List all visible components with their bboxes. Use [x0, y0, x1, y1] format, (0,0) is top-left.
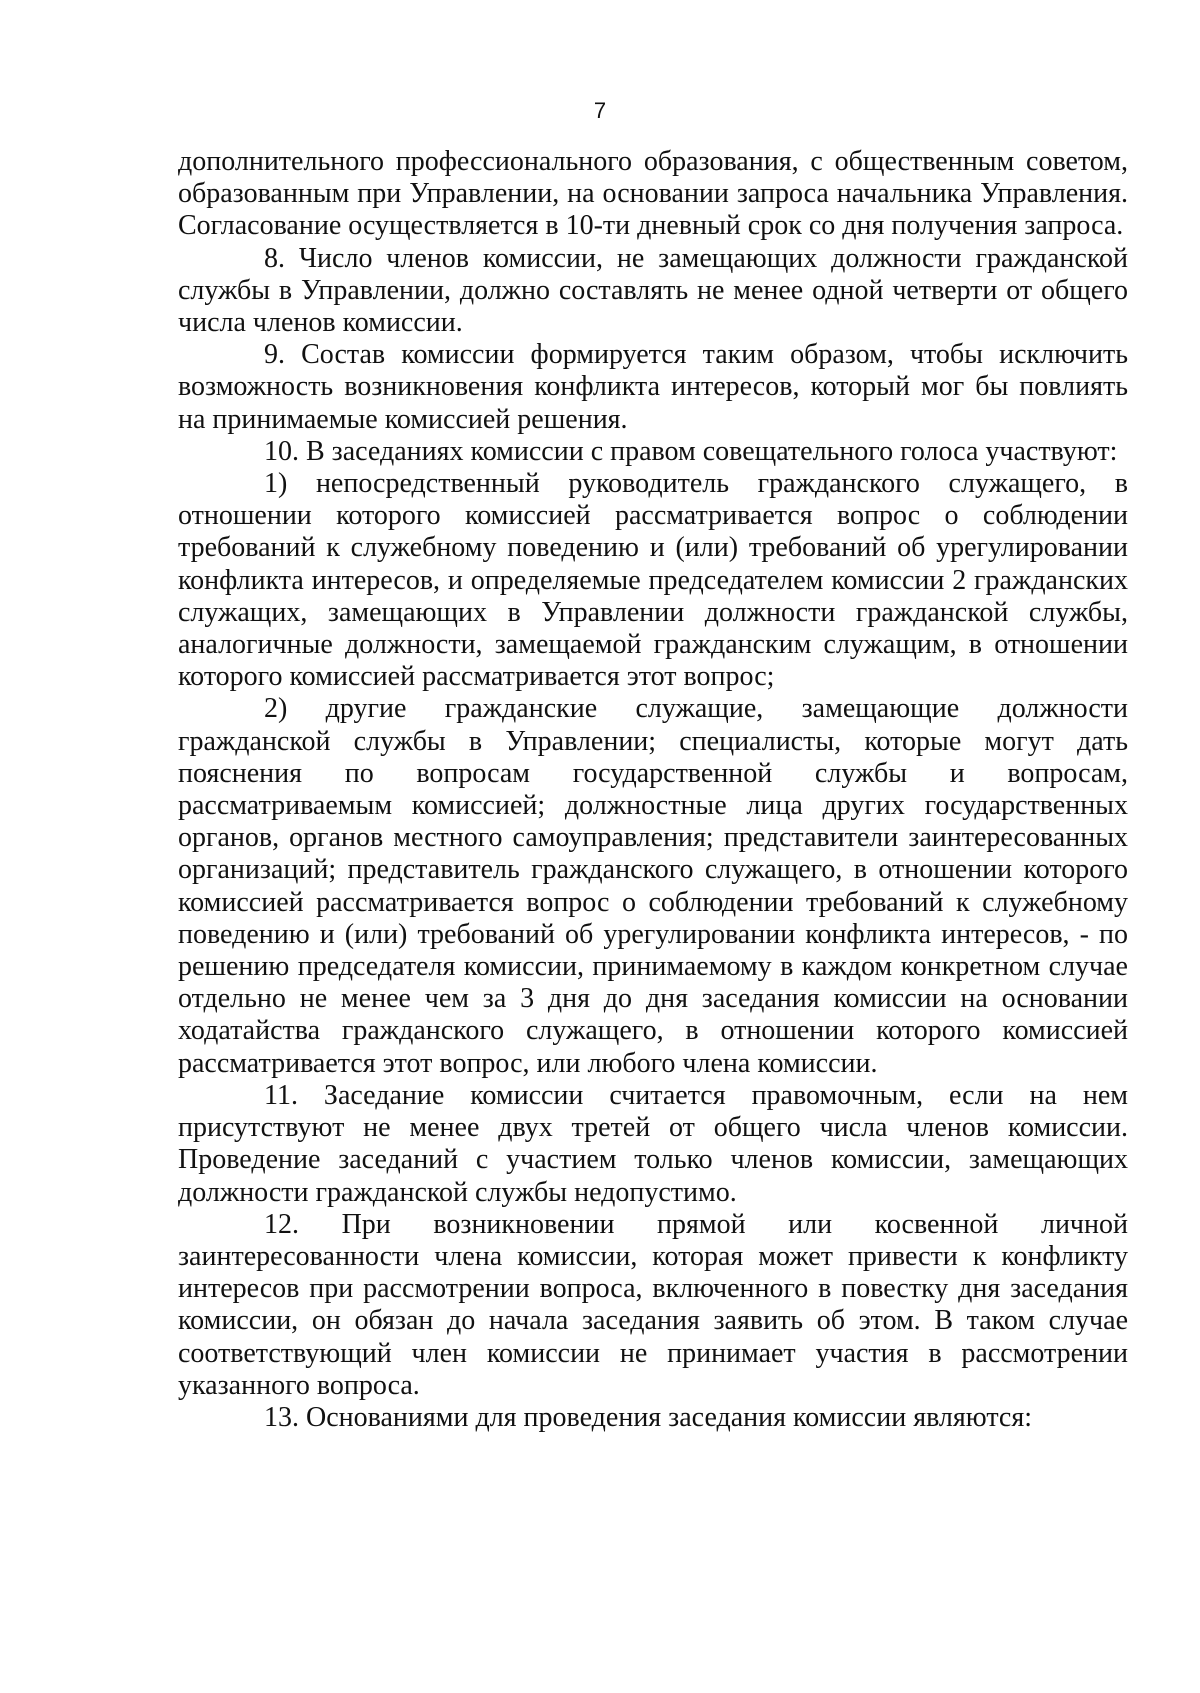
- page-number: 7: [593, 98, 607, 123]
- document-body: [178, 146, 1128, 1434]
- paragraph-item-9: 9. Состав комиссии формируется таким образом, чтобы исключить возможность возникновения конфликта интересов, который мог бы повлиять на принимаемые комиссией решения.: [178, 339, 1128, 435]
- paragraph-item-10: 10. В заседаниях комиссии с правом совещательного голоса участвуют:: [264, 435, 1118, 467]
- paragraph-item-8: 8. Число членов комиссии, не замещающих должности гражданской службы в Управлении, должно составлять не менее одной четверти от общего числа членов комиссии.: [178, 242, 1128, 339]
- paragraph-continuation: дополнительного профессионального образования, с общественным советом, образованным при Управлении, на основании запроса начальника Управления. Согласование осуществляется в 10-ти дневный срок со дня получения запроса.: [178, 146, 1128, 242]
- paragraph-item-12: 12. При возникновении прямой или косвенной личной заинтересованности члена комиссии, которая может привести к конфликту интересов при рассмотрении вопроса, включенного в повестку дня заседания комиссии, он обязан до начала заседания заявить об этом. В таком случае соответствующий член комиссии не принимает участия в рассмотрении указанного вопроса.: [178, 1208, 1128, 1401]
- paragraph-item-11: 11. Заседание комиссии считается правомочным, если на нем присутствуют не менее двух третей от общего числа членов комиссии. Проведение заседаний с участием только членов комиссии, замещающих должности гражданской службы недопустимо.: [178, 1079, 1128, 1208]
- paragraph-subitem-1: 1) непосредственный руководитель гражданского служащего, в отношении которого комиссией рассматривается вопрос о соблюдении требований к служебному поведению и (или) требований об урегулировании конфликта интересов, и определяемые председателем комиссии 2 гражданских служащих, замещающих в Управлении должности гражданской службы, аналогичные должности, замещаемой гражданским служащим, в отношении которого комиссией рассматривается этот вопрос;: [178, 468, 1128, 693]
- paragraph-subitem-2: 2) другие гражданские служащие, замещающие должности гражданской службы в Управлении; специалисты, которые могут дать пояснения по вопросам государственной службы и вопросам, рассматриваемым комиссией; должностные лица других государственных органов, органов местного самоуправления; представители заинтересованных организаций; представитель гражданского служащего, в отношении которого комиссией рассматривается вопрос о соблюдении требований к служебному поведению и (или) требований об урегулировании конфликта интересов, - по решению председателя комиссии, принимаемому в каждом конкретном случае отдельно не менее чем за 3 дня до дня заседания комиссии на основании ходатайства гражданского служащего, в отношении которого комиссией рассматривается этот вопрос, или любого члена комиссии.: [178, 693, 1128, 1079]
- paragraph-item-13: 13. Основаниями для проведения заседания комиссии являются:: [264, 1401, 1032, 1433]
